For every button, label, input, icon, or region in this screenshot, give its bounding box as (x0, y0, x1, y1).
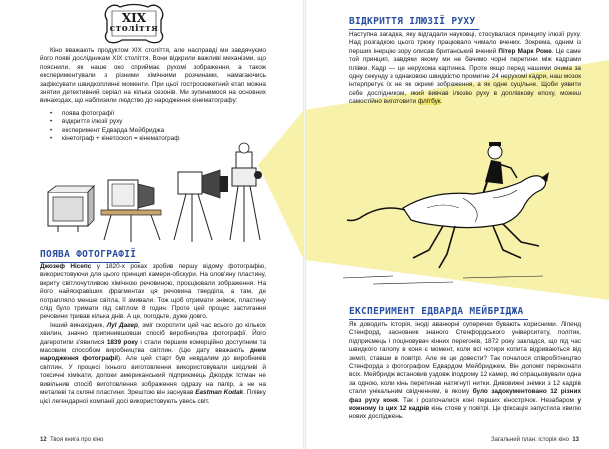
inventions-list (40, 110, 266, 144)
section-title-motion-illusion: ВІДКРИТТЯ ІЛЮЗІЇ РУХУ (349, 16, 475, 27)
century-badge (102, 2, 166, 44)
galloping-horse-icon (347, 172, 549, 268)
box-camera-icon (48, 186, 94, 232)
tripod-camera-icon (174, 170, 228, 242)
horse-rider-illustration (343, 138, 583, 298)
list-item: • відкриття ілюзії руху (62, 118, 266, 126)
badge-line2: століття (109, 24, 159, 34)
muybridge-text: Як доводить історія, іноді аванюрні суперечки бувають корисними. Ліленд Стенфорд, засновник знаного Стенфордського університету, політик, підприємець і поціновувач кінних перегонів, 1872 року закладся, що під час швидкого галопу в коня є момент, коли всі чотири копита відриваються від землі, ставши в повітрі. Але як це довести? Так почалося співробітництво Стенфорда з фотографом Едвардом Мейбриджем. Він допоміг переконати всіх. Мейбридж встановив уздовж іподрому 12 камер, які спрацьовували одна за одною, коли кінь перетинав натягнуті нитки. Дивовижні знімки з 12 кадрів стали унікальним свідченням, в якому було задокументовано 12 різних фаз руху коня. Так і розпочалися коні перших кінострічок. Незабаром у кожному із цих 12 кадрів кінь стояв у повітрі. Це фіксація запустила хвилю нових досліджень. (349, 321, 582, 421)
projector-icon (230, 143, 262, 242)
list-item: • кінетограф + кінетоскоп = кінематограф (62, 135, 266, 143)
right-page (305, 0, 609, 449)
left-footer (40, 437, 103, 443)
left-page-number: 12 (40, 437, 47, 443)
motion-lines-icon (343, 276, 543, 284)
right-footer (491, 437, 579, 443)
section-title-muybridge: ЕКСПЕРИМЕНТ ЕДВАРДА МЕЙБРІДЖА (349, 306, 524, 317)
list-item: • поява фотографії (62, 110, 266, 118)
badge-line1: XIX (121, 11, 147, 25)
list-item: • експеримент Едварда Мейбриджа (62, 127, 266, 135)
right-page-number: 13 (572, 437, 579, 443)
motion-illusion-text: Наступна загадка, яку відгадали науковці, стосувалася принципу ілюзії руху. Над розгадкою цього трюку працювало чимало вчених. Зокрема, одним із перших інерцію зору описав британський вчений Пітер Марк Роже. Це саме той принцип, завдяки якому ми не бачимо чорні перетини між кадрами плівки. Кадр — це нерухома картинка. Проте якщо перед нашими очима за одну секунду з однаковою швидкістю промигне 24 нерухомі кадри, наш мозок інтерпретує їх не як окремі зображення, а як одне суцільне. Щоби уявити себе дослідником, який вивчав ілюзію руху в доплівкову епоху, можеш самостійно виготовити флітбук. (349, 31, 581, 106)
photography-text: Джозеф Нісепс у 1820-х роках зробив першу відому фотографію, використовуючи для цього принцип камери-обскури. На олов'яну пластину, вкриту світлочутливою хімічною речовиною, проєціювали зображення. На його найяскравіших фрагментах ця речовина тверділа, а там, де потрапляло менше світла, її змивали. Тож щоб отримати знімок, пластину слід було тримати під світлом 8 годин. Проте цей процес застигання речовини тривав кілька днів. А це, погодьте, дуже довго. Інший винахідник, Луї Дагер, зміг скоротити цей час всього до кількох хвилин, значно припинившовши спосіб виробництва фотографії. Його дагеротипи з'явилися 1839 року і стали першим комерційно доступним та масовим способом виробництва світлин. (Цю дату вважають днем народження фотографії). Але цей старт був невдалим до виробників світлин. У процесі їхнього виготовлення використовували шкідливі й токсичні хімікати, допоки американський підприємець Джордж Істман не вивільнив спосіб виготовлення зображення одразу на папір, а не на металеві та скляні пластини. Зрештою він заснував Eastman Kodak. Плівку цієї легендарної компанії досі використовують увесь світ. (40, 263, 267, 405)
section-title-photography: ПОЯВА ФОТОГРАФІЇ (40, 249, 136, 260)
bellows-camera-icon (101, 180, 161, 242)
left-page (0, 0, 304, 449)
intro-paragraph: Кіно вважають продуктом XIX століття, але насправді ми завдячуємо його появі дослідникам XIX століття. Вони відкрили важливі механізми, що пояснили, як наше око сприймає рухомі зображення, а також експериментували з різними хімічними розчинами, намагаючись зафіксувати швидкоплинні моменти. При цьої гостросюжетний етап можна знятии детективний серіал на кілька сезонів. Ми зупинимося на основних винаходах, що наблизили людство до народження кінематографу: • поява фотографії • відкриття ілюзії руху • експеримент Едварда Мейбриджа • кінетограф + кінетоскоп = кінематограф (40, 47, 266, 143)
left-footer-title: Твоя книга про кіно (50, 437, 104, 443)
cameras-illustration (36, 140, 268, 244)
right-footer-title: Загальний план: історія кіно (491, 437, 569, 443)
